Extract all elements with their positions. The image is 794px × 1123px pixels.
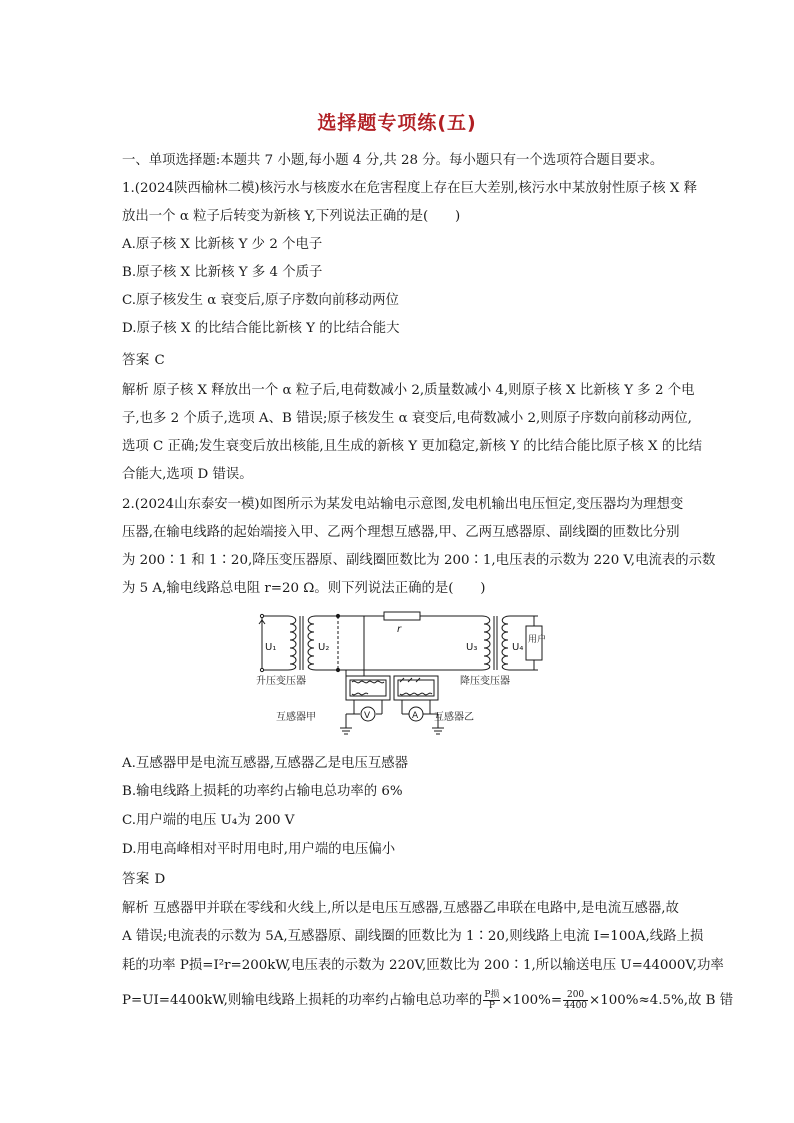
q2-option-d: D.用电高峰相对平时用电时,用户端的电压偏小 — [122, 842, 396, 857]
q2-option-a: A.互感器甲是电流互感器,互感器乙是电压互感器 — [122, 756, 408, 771]
q2-stem-line-2: 压器,在输电线路的起始端接入甲、乙两个理想互感器,甲、乙两互感器原、副线圈的匝数比分别 — [122, 525, 680, 540]
q2-stem-line-1: 2.(2024山东泰安一模)如图所示为某发电站输电示意图,发电机输出电压恒定,变压器均为理想变 — [122, 497, 684, 512]
label-voltmeter: V — [364, 711, 371, 721]
q1-option-b: B.原子核 X 比新核 Y 多 4 个质子 — [122, 265, 323, 280]
q2-analysis-line-4-text-c: ×100%≈4.5%,故 B 错 — [589, 993, 734, 1008]
q2-stem-line-4: 为 5 A,输电线路总电阻 r=20 Ω。则下列说法正确的是( ) — [122, 581, 486, 596]
label-r: r — [397, 624, 402, 635]
q1-analysis-line-1: 解析 原子核 X 释放出一个 α 粒子后,电荷数减小 2,质量数减小 4,则原子核 X 比新核 Y 多 2 个电 — [122, 383, 695, 398]
line-resistor-r — [384, 612, 420, 620]
step-up-transformer — [288, 616, 316, 670]
label-user: 用户 — [528, 635, 547, 645]
label-step-up: 升压变压器 — [256, 676, 306, 687]
q1-option-c: C.原子核发生 α 衰变后,原子序数向前移动两位 — [122, 293, 399, 308]
q2-analysis-line-4-text-a: P=UI=4400kW,则输电线路上损耗的功率约占输电总功率的 — [122, 993, 483, 1008]
q1-analysis-line-3: 选项 C 正确;发生衰变后放出核能,且生成的新核 Y 更加稳定,新核 Y 的比结合能比原子核 X 的比结 — [122, 439, 702, 454]
label-transformer-jia: 互感器甲 — [276, 712, 316, 723]
q1-answer: 答案 C — [122, 353, 166, 368]
label-u3: U₃ — [466, 642, 478, 653]
label-u2: U₂ — [318, 642, 330, 653]
fraction-loss-over-total: $\frac{\text{P损}}{P}$ — [484, 990, 500, 1011]
page-title: 选择题专项练(五) — [317, 112, 477, 134]
q1-stem-line-1: 1.(2024陕西榆林二模)核污水与核废水在危害程度上存在巨大差别,核污水中某放射性原子核 X 释 — [122, 181, 698, 196]
q2-stem-line-3: 为 200∶1 和 1∶20,降压变压器原、副线圈匝数比为 200∶1,电压表的示数为 220 V,电流表的示数 — [122, 553, 716, 568]
q2-analysis-line-2: A 错误;电流表的示数为 5A,互感器原、副线圈的匝数比为 1∶20,则线路上电流 I=100A,线路上损 — [122, 929, 704, 944]
section-heading: 一、单项选择题:本题共 7 小题,每小题 4 分,共 28 分。每小题只有一个选项符合题目要求。 — [122, 153, 664, 168]
label-u1: U₁ — [265, 642, 277, 653]
instrument-transformer-yi — [394, 676, 444, 734]
q1-analysis-line-4: 合能大,选项 D 错误。 — [122, 467, 253, 482]
q2-analysis-line-1: 解析 互感器甲并联在零线和火线上,所以是电压互感器,互感器乙串联在电路中,是电流互感器,故 — [122, 901, 679, 916]
label-transformer-yi: 互感器乙 — [434, 712, 474, 723]
label-u4: U₄ — [512, 642, 524, 653]
q2-analysis-line-4 — [122, 990, 734, 1011]
q1-analysis-line-2: 子,也多 2 个质子,选项 A、B 错误;原子核发生 α 衰变后,电荷数减小 2,则原子序数向前移动两位, — [122, 411, 692, 426]
q2-option-b: B.输电线路上损耗的功率约占输电总功率的 6% — [122, 784, 403, 799]
transmission-circuit-diagram — [254, 612, 547, 744]
label-step-down: 降压变压器 — [460, 676, 510, 687]
q1-option-d: D.原子核 X 的比结合能比新核 Y 的比结合能大 — [122, 321, 400, 336]
q2-option-c: C.用户端的电压 U₄为 200 V — [122, 813, 295, 828]
q1-stem-line-2: 放出一个 α 粒子后转变为新核 Y,下列说法正确的是( ) — [122, 209, 461, 224]
fraction-200-over-4400: $\frac{200}{4400}$ — [564, 990, 588, 1011]
label-ammeter: A — [412, 711, 419, 721]
step-down-transformer — [482, 616, 510, 670]
q2-analysis-line-3: 耗的功率 P损=I²r=200kW,电压表的示数为 220V,匝数比为 200∶1,所以输送电压 U=44000V,功率 — [122, 958, 724, 973]
q1-option-a: A.原子核 X 比新核 Y 少 2 个电子 — [122, 237, 323, 252]
q2-analysis-line-4-text-b: ×100%= — [501, 993, 563, 1008]
q2-answer: 答案 D — [122, 872, 166, 887]
